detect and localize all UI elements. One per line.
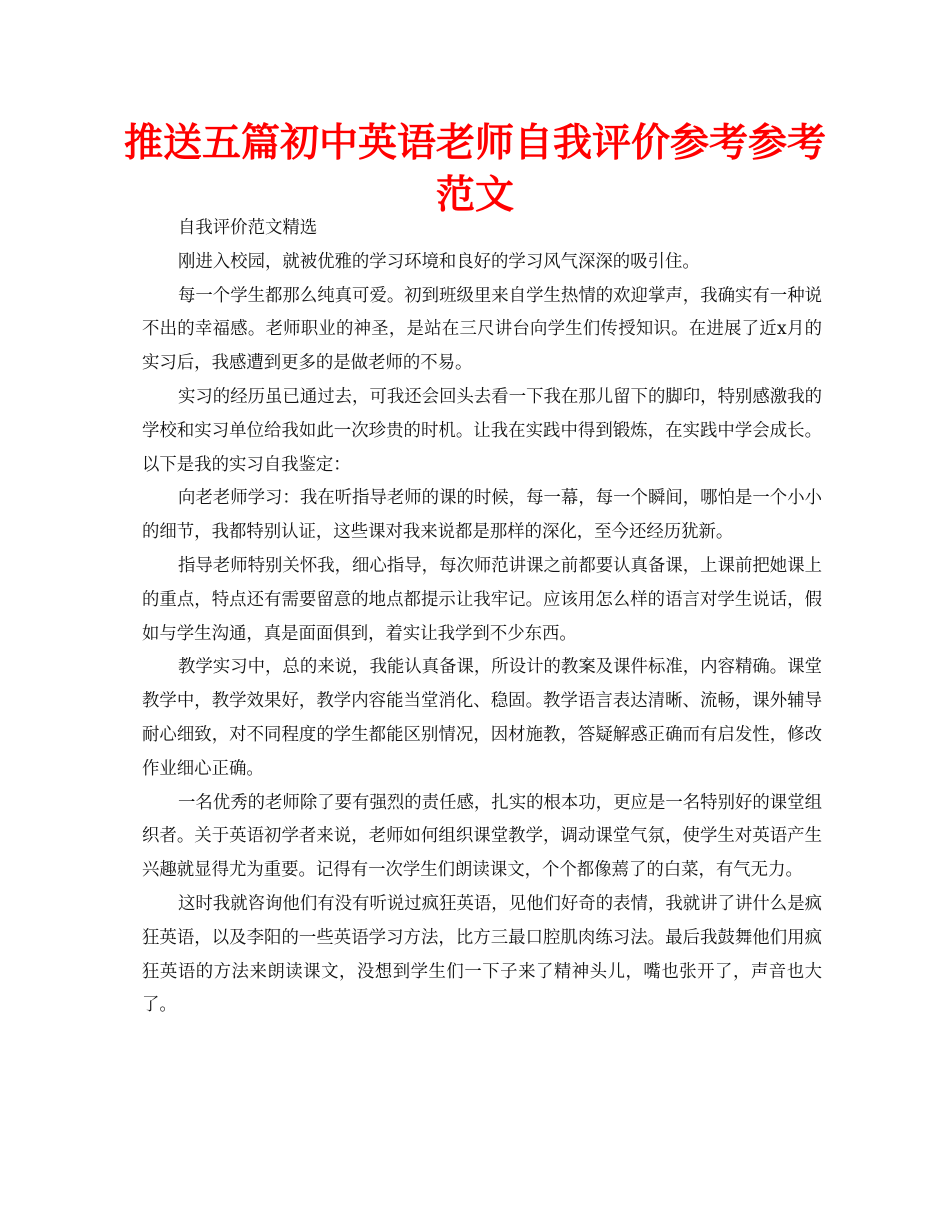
paragraph-1: 自我评价范文精选: [178, 218, 318, 238]
paragraph-9: 这时我就咨询他们有没有听说过疯狂英语，见他们好奇的表情，我就讲了讲什么是疯狂英语，以及李阳的一些英语学习方法，比方三最口腔肌肉练习法。最后我鼓舞他们用疯狂英语的方法来朗读课文，没想到学生们一下子来了精神头儿，嘴也张开了，声音也大了。: [142, 893, 822, 1016]
paragraph-2: 刚进入校园，就被优雅的学习环境和良好的学习风气深深的吸引住。: [178, 251, 700, 272]
paragraph-6: 指导老师特别关怀我，细心指导，每次师范讲课之前都要认真备课，上课前把她课上的重点，特点还有需要留意的地点都提示让我牢记。应该用怎么样的语言对学生说话，假如与学生沟通，真是面面俱到，着实让我学到不少东西。: [142, 555, 822, 644]
document-body: [142, 212, 822, 1023]
paragraph-4: 实习的经历虽已通过去，可我还会回头去看一下我在那儿留下的脚印，特别感激我的学校和实习单位给我如此一次珍贵的时机。让我在实践中得到锻炼，在实践中学会成长。以下是我的实习自我鉴定：: [142, 386, 822, 475]
document-title: 推送五篇初中英语老师自我评价参考参考范文: [123, 121, 826, 218]
paragraph-8: 一名优秀的老师除了要有强烈的责任感，扎实的根本功，更应是一名特别好的课堂组织者。关于英语初学者来说，老师如何组织课堂教学，调动课堂气氛，使学生对英语产生兴趣就显得尤为重要。记得有一次学生们朗读课文，个个都像蔫了的白菜，有气无力。: [142, 792, 822, 881]
paragraph-5: 向老老师学习：我在听指导老师的课的时候，每一幕，每一个瞬间，哪怕是一个小小的细节，我都特别认证，这些课对我来说都是那样的深化，至今还经历犹新。: [142, 488, 822, 543]
paragraph-3: 每一个学生都那么纯真可爱。初到班级里来自学生热情的欢迎掌声，我确实有一种说不出的幸福感。老师职业的神圣，是站在三尺讲台向学生们传授知识。在进展了近x月的实习后，我感遭到更多的是做老师的不易。: [142, 285, 822, 374]
paragraph-7: 教学实习中，总的来说，我能认真备课，所设计的教案及课件标准，内容精确。课堂教学中，教学效果好，教学内容能当堂消化、稳固。教学语言表达清晰、流畅，课外辅导耐心细致，对不同程度的学生都能区别情况，因材施教，答疑解惑正确而有启发性，修改作业细心正确。: [142, 657, 822, 779]
